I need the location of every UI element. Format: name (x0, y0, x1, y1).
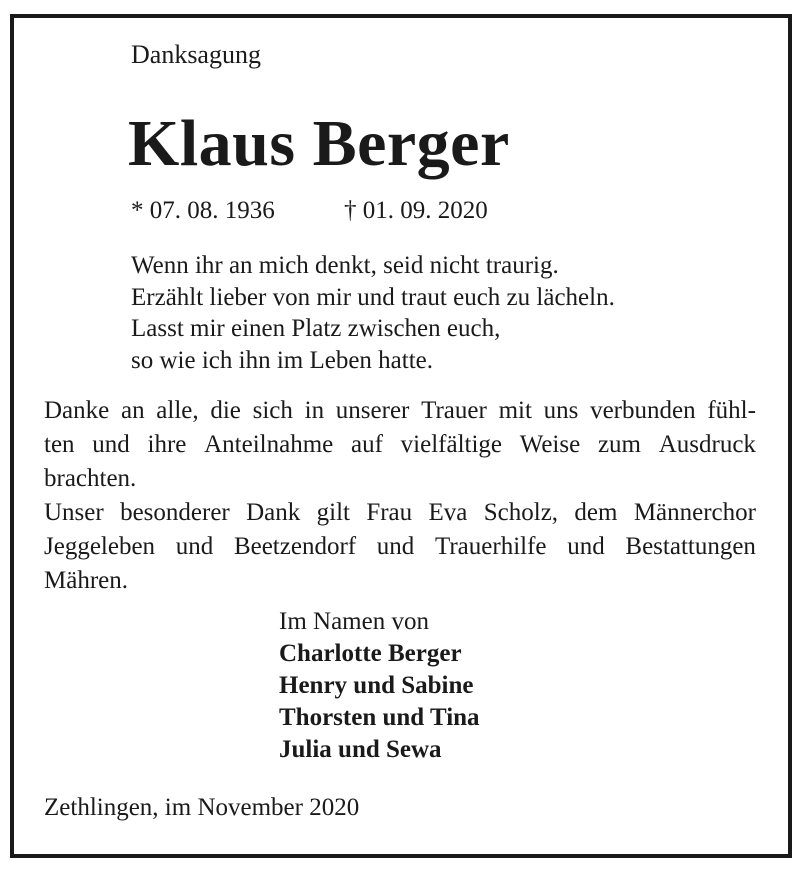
poem-line: so wie ich ihn im Leben hatte. (131, 346, 434, 374)
word: verbunden (590, 397, 696, 424)
thanks-line (44, 496, 756, 530)
thanks-line (44, 530, 756, 564)
notice-heading: Danksagung (131, 40, 261, 69)
word: uns (543, 397, 579, 424)
word: zum (597, 431, 641, 458)
birth-date: * 07. 08. 1936 (131, 197, 275, 224)
word: fühl- (707, 397, 756, 424)
mourner-name: Thorsten und Tina (279, 704, 480, 731)
word: Bestattungen (625, 533, 756, 560)
poem-line: Erzählt lieber von mir und traut euch zu lächeln. (131, 283, 615, 311)
word: in (304, 397, 325, 424)
thanks-line (44, 394, 756, 428)
poem (131, 250, 615, 376)
word: und (92, 431, 130, 458)
thanks-line: brachten. (44, 465, 137, 492)
place-and-date: Zethlingen, im November 2020 (44, 794, 360, 821)
word: Danke (44, 397, 110, 424)
word: Weise (519, 431, 581, 458)
deceased-name: Klaus Berger (128, 107, 510, 180)
word: Trauer (421, 397, 487, 424)
word: Dank (246, 499, 301, 526)
word: und (376, 533, 415, 560)
word: an (120, 397, 145, 424)
word: Trauerhilfe (434, 533, 547, 560)
mourner-name: Henry und Sabine (279, 672, 474, 699)
poem-line: Lasst mir einen Platz zwischen euch, (131, 315, 501, 342)
signature-block (279, 606, 480, 766)
death-date: † 01. 09. 2020 (344, 197, 488, 224)
word: sich (252, 397, 293, 424)
word: mit (498, 397, 532, 424)
word: besonderer (120, 499, 230, 526)
mourner-name: Julia und Sewa (279, 736, 442, 763)
word: alle, (156, 397, 199, 424)
word: vielfältige (400, 431, 502, 458)
thanks-line: Mähren. (44, 567, 128, 594)
poem-line: Wenn ihr an mich denkt, seid nicht traurig. (131, 252, 559, 279)
signature-intro: Im Namen von (279, 608, 429, 635)
word: gilt (316, 499, 350, 526)
word: ihre (147, 431, 187, 458)
word: dem (574, 499, 618, 526)
word: und (567, 533, 605, 560)
word: Frau (366, 499, 413, 526)
word: Unser (44, 499, 104, 526)
word: Ausdruck (658, 431, 756, 458)
word: auf (351, 431, 383, 458)
word: Männerchor (633, 499, 756, 526)
word: Anteilnahme (204, 431, 334, 458)
thanks-line (44, 428, 756, 462)
word: unserer (335, 397, 410, 424)
word: und (175, 533, 214, 560)
word: Beetzendorf (233, 533, 357, 560)
word: ten (44, 431, 75, 458)
thanks-text (44, 394, 756, 598)
mourner-name: Charlotte Berger (279, 640, 462, 667)
word: Scholz, (483, 499, 559, 526)
word: Eva (428, 499, 468, 526)
word: die (210, 397, 241, 424)
word: Jeggeleben (44, 533, 156, 560)
